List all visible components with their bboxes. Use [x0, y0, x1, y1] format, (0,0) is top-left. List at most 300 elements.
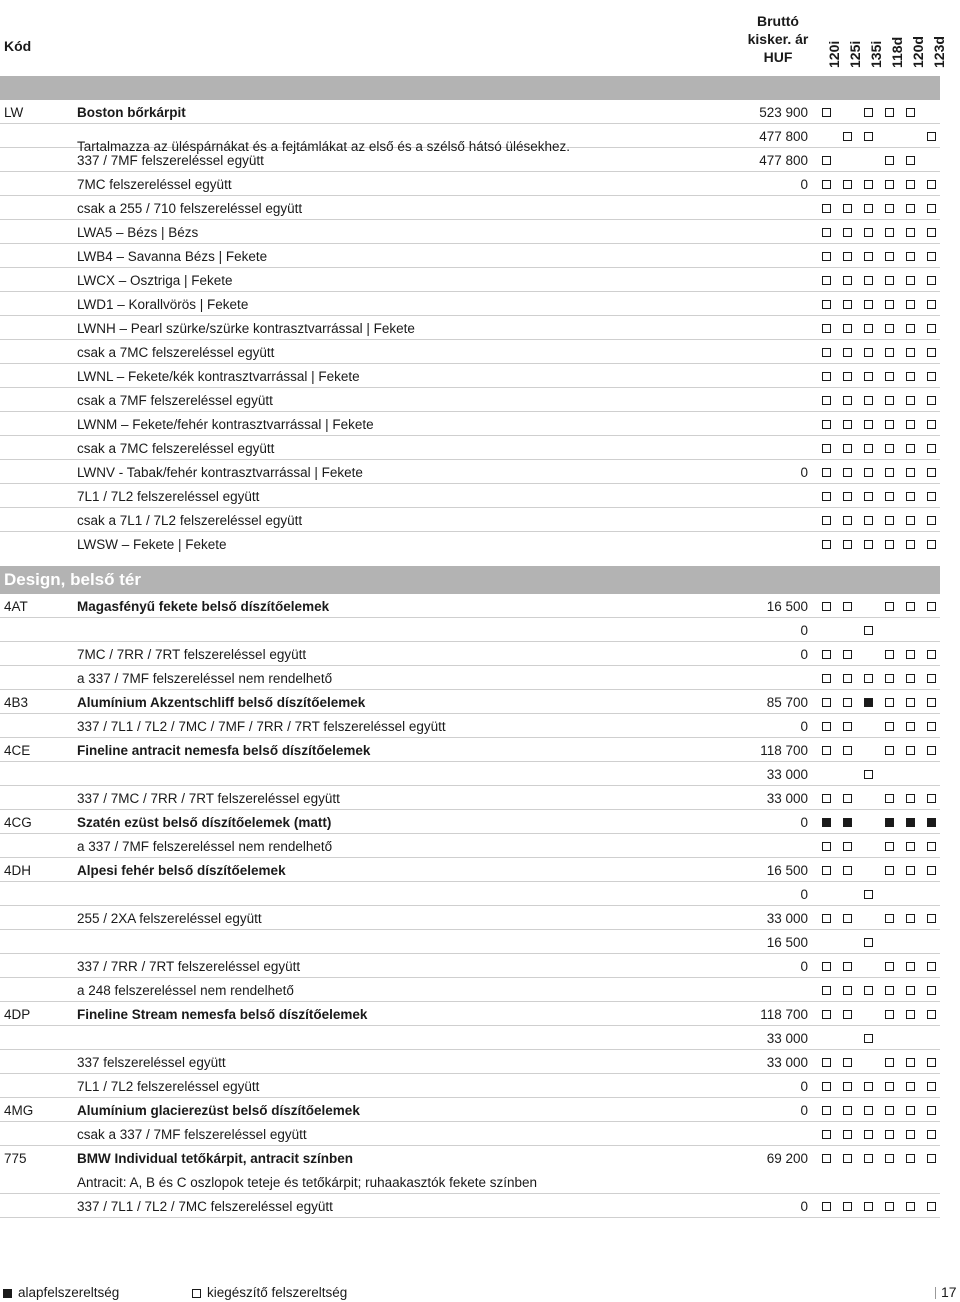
optional-equipment-icon: [822, 444, 831, 453]
optional-equipment-icon: [906, 1010, 915, 1019]
optional-equipment-icon: [885, 300, 894, 309]
optional-equipment-icon: [864, 324, 873, 333]
option-code: 4DP: [4, 1007, 31, 1022]
standard-equipment-icon: [885, 818, 894, 827]
model-column-label: 120i: [826, 40, 842, 68]
table-row: [0, 882, 940, 906]
optional-equipment-icon: [906, 1058, 915, 1067]
optional-equipment-icon: [864, 372, 873, 381]
optional-equipment-icon: [864, 770, 873, 779]
optional-equipment-icon: [885, 698, 894, 707]
table-row: [0, 172, 940, 196]
section-title: Design, belső tér: [4, 570, 141, 589]
optional-equipment-icon: [906, 674, 915, 683]
code-column-header: Kód: [4, 38, 32, 54]
table-row: [0, 124, 940, 154]
option-price: 33 000: [766, 791, 808, 806]
optional-equipment-icon: [885, 204, 894, 213]
optional-equipment-icon: [822, 276, 831, 285]
optional-equipment-icon: [885, 914, 894, 923]
option-price: 523 900: [759, 105, 808, 120]
optional-equipment-icon: [906, 252, 915, 261]
table-row: [0, 1194, 940, 1218]
table-row: [0, 1050, 940, 1074]
optional-equipment-icon: [927, 276, 936, 285]
optional-equipment-icon: [864, 1154, 873, 1163]
legend-standard: [3, 1285, 119, 1300]
optional-equipment-icon: [822, 602, 831, 611]
option-description: a 248 felszereléssel nem rendelhető: [77, 983, 294, 998]
filled-square-icon: [3, 1289, 12, 1298]
optional-equipment-icon: [843, 396, 852, 405]
optional-equipment-icon: [843, 1082, 852, 1091]
standard-equipment-icon: [906, 818, 915, 827]
optional-equipment-icon: [822, 746, 831, 755]
optional-equipment-icon: [906, 602, 915, 611]
table-row: [0, 460, 940, 484]
optional-equipment-icon: [885, 108, 894, 117]
optional-equipment-icon: [885, 602, 894, 611]
optional-equipment-icon: [864, 1082, 873, 1091]
option-price: 33 000: [766, 1031, 808, 1046]
optional-equipment-icon: [822, 324, 831, 333]
table-row: [0, 906, 940, 930]
optional-equipment-icon: [822, 986, 831, 995]
optional-equipment-icon: [843, 674, 852, 683]
option-description: 7MC felszereléssel együtt: [77, 177, 232, 192]
optional-equipment-icon: [906, 746, 915, 755]
optional-equipment-icon: [885, 842, 894, 851]
option-code: 775: [4, 1151, 27, 1166]
optional-equipment-icon: [864, 1106, 873, 1115]
table-row: [0, 810, 940, 834]
table-row: [0, 954, 940, 978]
optional-equipment-icon: [927, 180, 936, 189]
optional-equipment-icon: [864, 228, 873, 237]
optional-equipment-icon: [864, 540, 873, 549]
option-description: Szatén ezüst belső díszítőelemek (matt): [77, 815, 332, 830]
optional-equipment-icon: [864, 396, 873, 405]
optional-equipment-icon: [885, 674, 894, 683]
option-description: 337 / 7L1 / 7L2 / 7MC felszereléssel együtt: [77, 1199, 333, 1214]
legend-optional: [192, 1285, 347, 1300]
optional-equipment-icon: [927, 324, 936, 333]
optional-equipment-icon: [885, 492, 894, 501]
option-code: 4MG: [4, 1103, 34, 1118]
option-description: 337 / 7MF felszereléssel együtt: [77, 153, 264, 168]
optional-equipment-icon: [906, 1106, 915, 1115]
optional-equipment-icon: [885, 396, 894, 405]
option-description: 337 / 7MC / 7RR / 7RT felszereléssel együtt: [77, 791, 340, 806]
optional-equipment-icon: [906, 1202, 915, 1211]
optional-equipment-icon: [927, 1082, 936, 1091]
table-row: [0, 762, 940, 786]
option-price: 0: [800, 1079, 808, 1094]
option-description: csak a 7MC felszereléssel együtt: [77, 345, 275, 360]
optional-equipment-icon: [822, 1130, 831, 1139]
option-description: LWNH – Pearl szürke/szürke kontrasztvarrással | Fekete: [77, 321, 415, 336]
optional-equipment-icon: [822, 348, 831, 357]
optional-equipment-icon: [822, 228, 831, 237]
option-price: 0: [800, 1199, 808, 1214]
table-row: [0, 1002, 940, 1026]
model-column-label: 120d: [910, 36, 926, 68]
option-description: Alumínium Akzentschliff belső díszítőelemek: [77, 695, 366, 710]
option-description: LWB4 – Savanna Bézs | Fekete: [77, 249, 268, 264]
optional-equipment-icon: [927, 914, 936, 923]
price-header-line: Bruttó: [757, 13, 799, 29]
optional-equipment-icon: [843, 602, 852, 611]
optional-equipment-icon: [822, 914, 831, 923]
option-code: 4B3: [4, 695, 29, 710]
model-column-label: 125i: [847, 40, 863, 68]
optional-equipment-icon: [885, 540, 894, 549]
optional-equipment-icon: [927, 492, 936, 501]
optional-equipment-icon: [927, 794, 936, 803]
optional-equipment-icon: [843, 492, 852, 501]
option-description: LWD1 – Korallvörös | Fekete: [77, 297, 249, 312]
table-row: [0, 834, 940, 858]
optional-equipment-icon: [885, 468, 894, 477]
option-price: 118 700: [760, 743, 808, 758]
optional-equipment-icon: [927, 698, 936, 707]
optional-equipment-icon: [927, 746, 936, 755]
optional-equipment-icon: [927, 1106, 936, 1115]
option-description: Fineline antracit nemesfa belső díszítőelemek: [77, 743, 371, 758]
optional-equipment-icon: [885, 722, 894, 731]
optional-equipment-icon: [906, 180, 915, 189]
optional-equipment-icon: [843, 348, 852, 357]
optional-equipment-icon: [822, 492, 831, 501]
optional-equipment-icon: [906, 228, 915, 237]
optional-equipment-icon: [843, 914, 852, 923]
option-description: 7MC / 7RR / 7RT felszereléssel együtt: [77, 647, 307, 662]
table-row: [0, 1026, 940, 1050]
optional-equipment-icon: [906, 324, 915, 333]
optional-equipment-icon: [864, 674, 873, 683]
table-row: [0, 148, 940, 172]
optional-equipment-icon: [927, 1202, 936, 1211]
option-code: 4CG: [4, 815, 32, 830]
optional-equipment-icon: [885, 324, 894, 333]
table-row: [0, 340, 940, 364]
optional-equipment-icon: [906, 204, 915, 213]
table-row: [0, 594, 940, 618]
table-row: [0, 618, 940, 642]
optional-equipment-icon: [822, 1202, 831, 1211]
option-price: 33 000: [766, 1055, 808, 1070]
optional-equipment-icon: [906, 698, 915, 707]
optional-equipment-icon: [864, 444, 873, 453]
legend-standard-label: alapfelszereltség: [18, 1285, 120, 1300]
table-row: [0, 364, 940, 388]
option-price: 16 500: [766, 935, 808, 950]
optional-equipment-icon: [864, 1202, 873, 1211]
optional-equipment-icon: [885, 1130, 894, 1139]
option-description: a 337 / 7MF felszereléssel nem rendelhető: [77, 839, 333, 854]
optional-equipment-icon: [864, 890, 873, 899]
option-price: 0: [800, 959, 808, 974]
table-row: [0, 1122, 940, 1146]
optional-equipment-icon: [927, 866, 936, 875]
option-price: 33 000: [766, 911, 808, 926]
optional-equipment-icon: [885, 650, 894, 659]
optional-equipment-icon: [843, 1154, 852, 1163]
page-footer: [0, 1284, 960, 1302]
optional-equipment-icon: [906, 492, 915, 501]
optional-equipment-icon: [864, 204, 873, 213]
optional-equipment-icon: [822, 180, 831, 189]
option-price: 16 500: [766, 599, 808, 614]
option-code: LW: [4, 105, 24, 120]
optional-equipment-icon: [927, 1010, 936, 1019]
optional-equipment-icon: [843, 962, 852, 971]
option-description: 337 / 7L1 / 7L2 / 7MC / 7MF / 7RR / 7RT felszereléssel együtt: [77, 719, 446, 734]
option-description: csak a 337 / 7MF felszereléssel együtt: [77, 1127, 307, 1142]
table-row: [0, 714, 940, 738]
option-price: 16 500: [766, 863, 808, 878]
section-header: [0, 566, 940, 594]
table-row: [0, 1098, 940, 1122]
table-row: [0, 244, 940, 268]
optional-equipment-icon: [822, 722, 831, 731]
optional-equipment-icon: [822, 372, 831, 381]
optional-equipment-icon: [864, 468, 873, 477]
optional-equipment-icon: [864, 1130, 873, 1139]
optional-equipment-icon: [843, 650, 852, 659]
optional-equipment-icon: [822, 1082, 831, 1091]
option-price: 0: [800, 623, 808, 638]
option-price: 477 800: [759, 153, 808, 168]
option-description: a 337 / 7MF felszereléssel nem rendelhető: [77, 671, 333, 686]
standard-equipment-icon: [822, 818, 831, 827]
option-price: 0: [800, 465, 808, 480]
optional-equipment-icon: [927, 842, 936, 851]
optional-equipment-icon: [927, 722, 936, 731]
optional-equipment-icon: [885, 986, 894, 995]
optional-equipment-icon: [843, 866, 852, 875]
optional-equipment-icon: [906, 276, 915, 285]
optional-equipment-icon: [864, 300, 873, 309]
optional-equipment-icon: [906, 108, 915, 117]
option-price: 0: [800, 887, 808, 902]
optional-equipment-icon: [885, 866, 894, 875]
optional-equipment-icon: [822, 1058, 831, 1067]
optional-equipment-icon: [906, 540, 915, 549]
optional-equipment-icon: [885, 276, 894, 285]
option-price: 85 700: [766, 695, 808, 710]
table-row: [0, 978, 940, 1002]
option-description: LWNV - Tabak/fehér kontrasztvarrással | Fekete: [77, 465, 363, 480]
option-code: 4DH: [4, 863, 32, 878]
optional-equipment-icon: [864, 492, 873, 501]
standard-equipment-icon: [927, 818, 936, 827]
price-header-line: kisker. ár: [747, 31, 809, 47]
optional-equipment-icon: [885, 348, 894, 357]
table-row: [0, 738, 940, 762]
optional-equipment-icon: [906, 794, 915, 803]
optional-equipment-icon: [864, 516, 873, 525]
table-row: [0, 388, 940, 412]
optional-equipment-icon: [864, 252, 873, 261]
optional-equipment-icon: [843, 516, 852, 525]
table-row: [0, 436, 940, 460]
optional-equipment-icon: [906, 372, 915, 381]
option-price: 0: [800, 719, 808, 734]
option-description: Magasfényű fekete belső díszítőelemek: [77, 599, 330, 614]
standard-equipment-icon: [843, 818, 852, 827]
optional-equipment-icon: [885, 1202, 894, 1211]
optional-equipment-icon: [843, 1106, 852, 1115]
option-description: BMW Individual tetőkárpit, antracit színben: [77, 1151, 354, 1166]
optional-equipment-icon: [906, 1130, 915, 1139]
optional-equipment-icon: [822, 1106, 831, 1115]
page-separator: [935, 1287, 936, 1299]
page-number: 17: [941, 1284, 957, 1300]
optional-equipment-icon: [885, 228, 894, 237]
optional-equipment-icon: [885, 1106, 894, 1115]
optional-equipment-icon: [885, 1082, 894, 1091]
optional-equipment-icon: [927, 372, 936, 381]
table-row: [0, 268, 940, 292]
table-row: [0, 220, 940, 244]
optional-equipment-icon: [906, 468, 915, 477]
optional-equipment-icon: [885, 746, 894, 755]
option-description: LWNL – Fekete/kék kontrasztvarrással | Fekete: [77, 369, 360, 384]
option-price: 477 800: [759, 129, 808, 144]
optional-equipment-icon: [843, 276, 852, 285]
table-row: [0, 642, 940, 666]
table-row: [0, 690, 940, 714]
option-price: 33 000: [766, 767, 808, 782]
optional-equipment-icon: [864, 1034, 873, 1043]
option-description: csak a 7L1 / 7L2 felszereléssel együtt: [77, 513, 303, 528]
optional-equipment-icon: [843, 228, 852, 237]
option-description: Alumínium glacierezüst belső díszítőelemek: [77, 1103, 360, 1118]
price-header-line: HUF: [763, 49, 793, 65]
optional-equipment-icon: [927, 516, 936, 525]
optional-equipment-icon: [843, 180, 852, 189]
optional-equipment-icon: [885, 156, 894, 165]
header-divider-bar: [0, 76, 940, 100]
optional-equipment-icon: [864, 276, 873, 285]
option-description: LWCX – Osztriga | Fekete: [77, 273, 233, 288]
optional-equipment-icon: [822, 156, 831, 165]
equipment-table: [0, 100, 940, 1218]
optional-equipment-icon: [906, 722, 915, 731]
optional-equipment-icon: [927, 1130, 936, 1139]
optional-equipment-icon: [885, 1010, 894, 1019]
option-description: 337 felszereléssel együtt: [77, 1055, 226, 1070]
optional-equipment-icon: [906, 842, 915, 851]
table-row: [0, 508, 940, 532]
optional-equipment-icon: [822, 396, 831, 405]
optional-equipment-icon: [885, 420, 894, 429]
optional-equipment-icon: [822, 650, 831, 659]
optional-equipment-icon: [843, 1202, 852, 1211]
optional-equipment-icon: [822, 698, 831, 707]
option-price: 0: [800, 1103, 808, 1118]
table-row: [0, 1146, 940, 1194]
optional-equipment-icon: [927, 348, 936, 357]
optional-equipment-icon: [927, 468, 936, 477]
optional-equipment-icon: [822, 108, 831, 117]
optional-equipment-icon: [906, 1082, 915, 1091]
optional-equipment-icon: [927, 1058, 936, 1067]
optional-equipment-icon: [927, 1154, 936, 1163]
option-code: 4AT: [4, 599, 28, 614]
optional-equipment-icon: [843, 986, 852, 995]
optional-equipment-icon: [906, 650, 915, 659]
optional-equipment-icon: [843, 1010, 852, 1019]
optional-equipment-icon: [843, 1130, 852, 1139]
optional-equipment-icon: [885, 252, 894, 261]
legend-optional-label: kiegészítő felszereltség: [207, 1285, 348, 1300]
optional-equipment-icon: [927, 204, 936, 213]
optional-equipment-icon: [843, 1058, 852, 1067]
optional-equipment-icon: [864, 420, 873, 429]
option-description: csak a 255 / 710 felszereléssel együtt: [77, 201, 303, 216]
optional-equipment-icon: [843, 794, 852, 803]
option-description: Tartalmazza az üléspárnákat és a fejtámlákat az első és a szélső hátsó ülésekhez.: [77, 139, 571, 154]
optional-equipment-icon: [843, 420, 852, 429]
optional-equipment-icon: [843, 300, 852, 309]
table-row: [0, 196, 940, 220]
optional-equipment-icon: [843, 722, 852, 731]
optional-equipment-icon: [864, 132, 873, 141]
optional-equipment-icon: [822, 252, 831, 261]
optional-equipment-icon: [927, 300, 936, 309]
optional-equipment-icon: [822, 674, 831, 683]
option-description: 255 / 2XA felszereléssel együtt: [77, 911, 262, 926]
empty-square-icon: [192, 1289, 201, 1298]
optional-equipment-icon: [843, 540, 852, 549]
optional-equipment-icon: [843, 842, 852, 851]
optional-equipment-icon: [927, 252, 936, 261]
optional-equipment-icon: [864, 938, 873, 947]
model-column-label: 135i: [868, 40, 884, 68]
optional-equipment-icon: [906, 396, 915, 405]
table-row: [0, 930, 940, 954]
optional-equipment-icon: [927, 540, 936, 549]
optional-equipment-icon: [906, 420, 915, 429]
model-column-label: 118d: [889, 36, 905, 68]
optional-equipment-icon: [843, 372, 852, 381]
option-description: Fineline Stream nemesfa belső díszítőelemek: [77, 1007, 368, 1022]
optional-equipment-icon: [906, 156, 915, 165]
optional-equipment-icon: [927, 674, 936, 683]
optional-equipment-icon: [906, 866, 915, 875]
table-row: [0, 484, 940, 508]
optional-equipment-icon: [927, 132, 936, 141]
optional-equipment-icon: [864, 180, 873, 189]
optional-equipment-icon: [885, 1154, 894, 1163]
table-row: [0, 786, 940, 810]
option-description: LWNM – Fekete/fehér kontrasztvarrással | Fekete: [77, 417, 374, 432]
optional-equipment-icon: [927, 650, 936, 659]
table-row: [0, 532, 940, 556]
optional-equipment-icon: [864, 626, 873, 635]
optional-equipment-icon: [906, 516, 915, 525]
optional-equipment-icon: [864, 348, 873, 357]
optional-equipment-icon: [822, 540, 831, 549]
option-code: 4CE: [4, 743, 31, 758]
table-header: [0, 0, 960, 100]
table-row: [0, 666, 940, 690]
optional-equipment-icon: [885, 372, 894, 381]
optional-equipment-icon: [822, 842, 831, 851]
option-description: 7L1 / 7L2 felszereléssel együtt: [77, 1079, 260, 1094]
